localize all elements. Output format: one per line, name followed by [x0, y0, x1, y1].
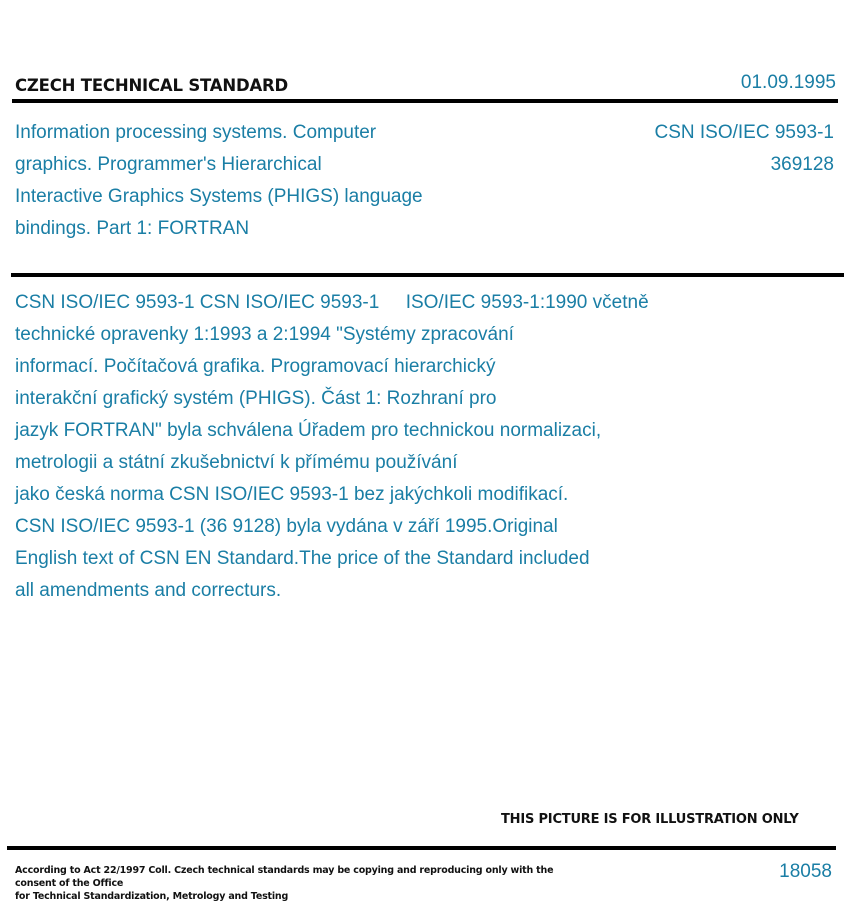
footer-divider	[7, 846, 836, 850]
title-line: Interactive Graphics Systems (PHIGS) language	[15, 186, 423, 207]
publication-date: 01.09.1995	[740, 72, 836, 93]
standard-title	[15, 117, 495, 245]
description-line: CSN ISO/IEC 9593-1 (36 9128) byla vydána v září 1995.Original	[15, 516, 558, 537]
title-divider	[11, 273, 844, 277]
description-line: CSN ISO/IEC 9593-1 CSN ISO/IEC 9593-1 ISO/IEC 9593-1:1990 včetně	[15, 292, 649, 313]
legal-notice-line: for Technical Standardization, Metrology and Testing	[15, 891, 289, 902]
standard-description	[15, 287, 835, 607]
standard-number: 369128	[770, 154, 834, 175]
title-line: graphics. Programmer's Hierarchical	[15, 154, 322, 175]
description-line: jazyk FORTRAN" byla schválena Úřadem pro technickou normalizaci,	[15, 420, 602, 441]
description-line: metrologii a státní zkušebnictví k přímému používání	[15, 452, 458, 473]
description-line: technické opravenky 1:1993 a 2:1994 "Systémy zpracování	[15, 324, 514, 345]
standard-code: CSN ISO/IEC 9593-1	[654, 122, 834, 143]
title-line: bindings. Part 1: FORTRAN	[15, 218, 250, 239]
legal-notice-line: According to Act 22/1997 Coll. Czech technical standards may be copying and reproducing only with the consent of the Office	[15, 865, 554, 889]
description-line: English text of CSN EN Standard.The price of the Standard included	[15, 548, 590, 569]
document-type-label: CZECH TECHNICAL STANDARD	[15, 76, 289, 95]
document-number: 18058	[779, 861, 832, 882]
description-line: informací. Počítačová grafika. Programovací hierarchický	[15, 356, 496, 377]
legal-notice	[15, 864, 595, 903]
title-line: Information processing systems. Computer	[15, 122, 377, 143]
illustration-note: THIS PICTURE IS FOR ILLUSTRATION ONLY	[501, 812, 799, 827]
header-divider	[12, 99, 838, 103]
description-line: all amendments and correcturs.	[15, 580, 282, 601]
description-line: interakční grafický systém (PHIGS). Část 1: Rozhraní pro	[15, 388, 497, 409]
description-line: jako česká norma CSN ISO/IEC 9593-1 bez jakýchkoli modifikací.	[15, 484, 569, 505]
